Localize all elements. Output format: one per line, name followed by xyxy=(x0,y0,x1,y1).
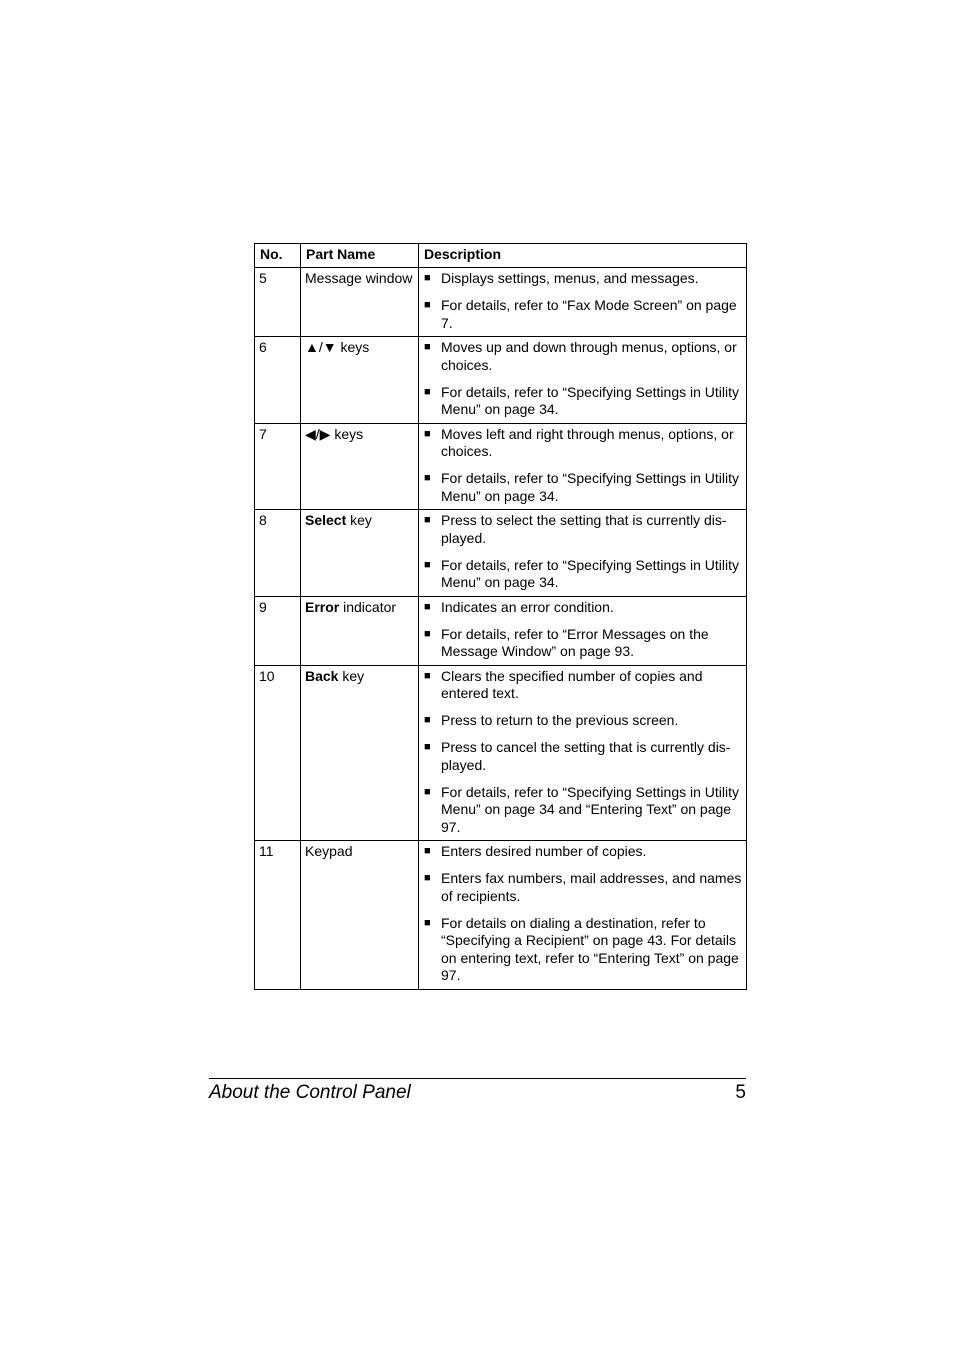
page-number: 5 xyxy=(735,1082,746,1103)
part-name-text: Message window xyxy=(305,270,413,286)
bullet-square-icon: ■ xyxy=(424,341,431,353)
bullet-square-icon: ■ xyxy=(424,385,431,398)
bullet-square-icon: ■ xyxy=(424,514,431,526)
bullet-square-icon: ■ xyxy=(424,845,431,857)
description-list xyxy=(423,599,743,661)
table-row xyxy=(255,510,747,597)
table-header-row xyxy=(255,244,747,268)
list-item xyxy=(423,626,743,661)
description-text: For details, refer to “Specifying Settings in Utility Menu” on page 34. xyxy=(441,383,740,417)
description-list xyxy=(423,843,743,985)
bullet-square-icon: ■ xyxy=(424,427,431,440)
bullet-square-icon: ■ xyxy=(424,669,431,682)
part-name xyxy=(301,596,419,665)
part-name-text: indicator xyxy=(339,598,397,615)
description-text: Displays settings, menus, and messages. xyxy=(441,270,699,286)
part-name-text: key xyxy=(346,512,372,528)
description-list xyxy=(423,668,743,837)
description-text: Moves left and right through menus, options, or choices. xyxy=(441,425,734,459)
list-item xyxy=(423,915,743,985)
part-description xyxy=(419,268,747,337)
description-text: For details, refer to “Specifying Settings in Utility Menu” on page 34. xyxy=(441,556,740,590)
description-text: Enters fax numbers, mail addresses, and names of recipients. xyxy=(441,870,742,904)
description-list xyxy=(423,512,743,592)
row-number: 10 xyxy=(255,665,301,841)
list-item xyxy=(423,739,743,774)
row-number: 7 xyxy=(255,423,301,510)
list-item xyxy=(423,784,743,837)
row-number: 9 xyxy=(255,596,301,665)
bullet-square-icon: ■ xyxy=(424,785,431,798)
part-name-bold: Error xyxy=(305,598,340,615)
description-list xyxy=(423,426,743,506)
description-text: Moves up and down through menus, options, or choices. xyxy=(441,339,737,373)
part-description xyxy=(419,841,747,990)
part-name-bold: Select xyxy=(305,512,347,528)
parts-table xyxy=(254,243,747,990)
part-name xyxy=(301,665,419,841)
bullet-square-icon: ■ xyxy=(424,299,431,311)
part-name-text: Keypad xyxy=(305,843,353,859)
footer-rule xyxy=(209,1078,746,1079)
list-item xyxy=(423,297,743,332)
description-text: Enters desired number of copies. xyxy=(441,843,647,859)
bullet-square-icon: ■ xyxy=(424,714,431,726)
description-text: Press to cancel the setting that is currently dis-played. xyxy=(441,739,731,773)
table-row xyxy=(255,423,747,510)
header-part-name: Part Name xyxy=(301,244,419,268)
part-name xyxy=(301,423,419,510)
row-number: 11 xyxy=(255,841,301,990)
part-description xyxy=(419,510,747,597)
list-item xyxy=(423,426,743,461)
list-item xyxy=(423,270,743,288)
bullet-square-icon: ■ xyxy=(424,872,431,884)
list-item xyxy=(423,599,743,617)
list-item xyxy=(423,512,743,547)
description-text: For details on dialing a destination, refer to “Specifying a Recipient” on page 43. For details on entering text, refer to “Entering Text” on page 97. xyxy=(441,914,739,983)
description-text: Press to return to the previous screen. xyxy=(441,712,679,728)
description-text: Indicates an error condition. xyxy=(441,598,614,615)
part-name xyxy=(301,268,419,337)
part-description xyxy=(419,337,747,424)
row-number: 5 xyxy=(255,268,301,337)
list-item xyxy=(423,843,743,861)
bullet-square-icon: ■ xyxy=(424,472,431,484)
list-item xyxy=(423,557,743,592)
table-row xyxy=(255,665,747,841)
header-no: No. xyxy=(255,244,301,268)
bullet-square-icon: ■ xyxy=(424,558,431,571)
list-item xyxy=(423,470,743,505)
description-text: For details, refer to “Specifying Settings in Utility Menu” on page 34. xyxy=(441,470,740,504)
description-text: Press to select the setting that is currently dis-played. xyxy=(441,512,727,546)
list-item xyxy=(423,712,743,730)
bullet-square-icon: ■ xyxy=(424,600,431,613)
list-item xyxy=(423,870,743,905)
row-number: 8 xyxy=(255,510,301,597)
part-name xyxy=(301,841,419,990)
description-list xyxy=(423,270,743,332)
part-name xyxy=(301,337,419,424)
table-body xyxy=(255,268,747,990)
bullet-square-icon: ■ xyxy=(424,627,431,640)
table-row xyxy=(255,841,747,990)
part-name xyxy=(301,510,419,597)
part-name-text: key xyxy=(338,667,365,684)
table-row xyxy=(255,337,747,424)
part-name-text: ◀/▶ keys xyxy=(305,425,364,442)
list-item xyxy=(423,384,743,419)
part-name-bold: Back xyxy=(305,667,339,684)
part-description xyxy=(419,596,747,665)
list-item xyxy=(423,668,743,703)
part-description xyxy=(419,665,747,841)
bullet-square-icon: ■ xyxy=(424,741,431,753)
header-description: Description xyxy=(419,244,747,268)
description-text: For details, refer to “Specifying Settings in Utility Menu” on page 34 and “Entering Text” on page 97. xyxy=(441,783,740,835)
table-row xyxy=(255,268,747,337)
description-list xyxy=(423,339,743,419)
description-text: For details, refer to “Error Messages on the Message Window” on page 93. xyxy=(441,625,709,659)
part-description xyxy=(419,423,747,510)
bullet-square-icon: ■ xyxy=(424,916,431,929)
list-item xyxy=(423,339,743,374)
description-text: For details, refer to “Fax Mode Screen” on page 7. xyxy=(441,297,737,331)
part-name-text: ▲/▼ keys xyxy=(305,339,370,355)
description-text: Clears the specified number of copies and entered text. xyxy=(441,667,703,701)
row-number: 6 xyxy=(255,337,301,424)
bullet-square-icon: ■ xyxy=(424,272,431,284)
table-row xyxy=(255,596,747,665)
footer-title: About the Control Panel xyxy=(209,1082,411,1103)
